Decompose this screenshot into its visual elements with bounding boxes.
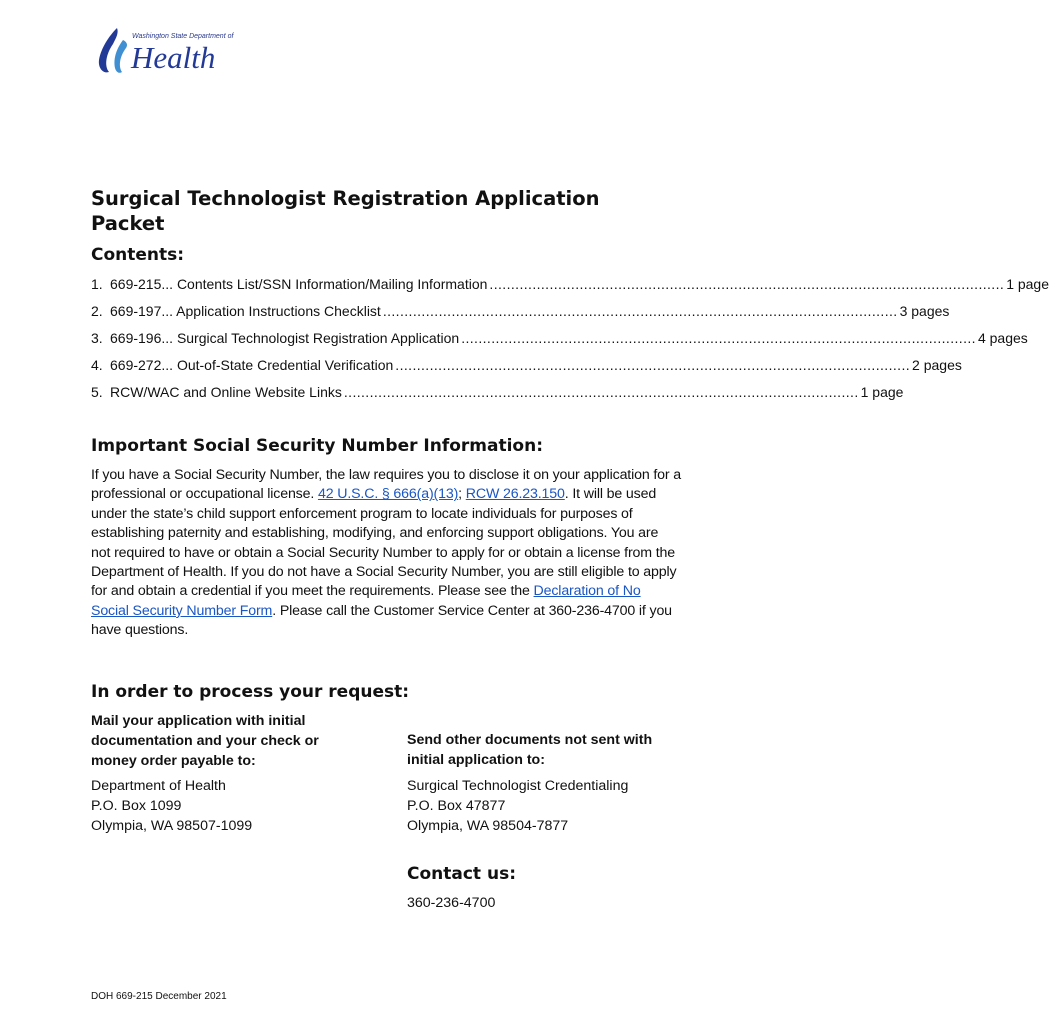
contents-item-text: 669-272... Out-of-State Credential Verification bbox=[110, 357, 394, 373]
ssn-paragraph bbox=[91, 466, 681, 641]
contents-heading: Contents: bbox=[91, 245, 185, 265]
contents-item-number: 4. bbox=[91, 357, 103, 373]
form-footer: DOH 669-215 December 2021 bbox=[91, 991, 227, 1002]
contents-item-number: 5. bbox=[91, 384, 103, 400]
address-line: P.O. Box 1099 bbox=[91, 798, 182, 814]
send-address bbox=[407, 776, 697, 836]
ssn-text: If you have a Social Security Number, the law requires you to disclose it on your application for a professional or occupational license. bbox=[91, 467, 682, 503]
leader-dots: ........................................................................................................................ bbox=[461, 330, 976, 346]
contents-item bbox=[91, 379, 904, 406]
ssn-text: . Please call the Customer Service Center at 360-236-4700 if you have questions. bbox=[91, 602, 672, 639]
contents-item bbox=[91, 352, 962, 379]
address-line: Olympia, WA 98507-1099 bbox=[91, 818, 253, 834]
page-title: Surgical Technologist Registration Application Packet bbox=[91, 187, 600, 235]
contents-item-pages: 1 page bbox=[860, 384, 904, 400]
process-heading: In order to process your request: bbox=[91, 682, 410, 702]
ssn-separator: ; bbox=[458, 486, 466, 503]
ssn-text: . It will be used under the state’s child support enforcement program to locate individuals for purposes of establishing paternity and establishing, modifying, and enforcing support obligations. You are not required to have or obtain a Social Security Number to apply for or obtain a license from the Department of Health. If you do not have a Social Security Number, you are still eligible to apply for and obtain a credential if you meet the requirements. Please see the bbox=[91, 486, 677, 600]
logo-health-text: Health bbox=[131, 40, 216, 75]
declaration-form-link[interactable]: Declaration of No Social Security Number Form bbox=[91, 583, 641, 619]
leader-dots: ........................................................................................................................ bbox=[343, 384, 859, 400]
contents-item-number: 2. bbox=[91, 303, 103, 319]
address-line: Surgical Technologist Credentialing bbox=[407, 778, 629, 794]
contents-item bbox=[91, 325, 1028, 352]
contents-item-text: 669-196... Surgical Technologist Registration Application bbox=[110, 330, 460, 346]
contact-phone: 360-236-4700 bbox=[407, 895, 496, 911]
health-swoosh-icon bbox=[95, 26, 131, 78]
address-line: Department of Health bbox=[91, 778, 226, 794]
logo-small-text: Washington State Department of bbox=[132, 33, 234, 40]
send-instruction: Send other documents not sent with initial application to: bbox=[407, 732, 653, 768]
ssn-heading: Important Social Security Number Information: bbox=[91, 436, 544, 456]
contents-item-text: 669-215... Contents List/SSN Information/Mailing Information bbox=[110, 276, 488, 292]
contents-item-pages: 2 pages bbox=[912, 357, 962, 373]
leader-dots: ........................................................................................................................ bbox=[382, 303, 898, 319]
contents-item-number: 3. bbox=[91, 330, 103, 346]
contents-item-pages: 3 pages bbox=[899, 303, 950, 319]
leader-dots: ........................................................................................................................ bbox=[489, 276, 1005, 292]
contents-item-text: RCW/WAC and Online Website Links bbox=[110, 384, 342, 400]
contents-item-pages: 4 pages bbox=[977, 330, 1028, 346]
contact-heading: Contact us: bbox=[407, 864, 516, 884]
mail-instruction: Mail your application with initial documentation and your check or money order payable to: bbox=[91, 713, 319, 769]
contents-list bbox=[91, 271, 1049, 406]
contents-item bbox=[91, 271, 1049, 298]
leader-dots: ........................................................................................................................ bbox=[395, 357, 911, 373]
address-line: Olympia, WA 98504-7877 bbox=[407, 818, 569, 834]
address-line: P.O. Box 47877 bbox=[407, 798, 506, 814]
contents-item bbox=[91, 298, 950, 325]
mail-address bbox=[91, 776, 371, 836]
usc-link[interactable]: 42 U.S.C. § 666(a)(13) bbox=[317, 486, 459, 503]
rcw-link[interactable]: RCW 26.23.150 bbox=[465, 486, 565, 503]
contents-item-number: 1. bbox=[91, 276, 103, 292]
contents-item-pages: 1 page bbox=[1006, 276, 1049, 292]
contents-item-text: 669-197... Application Instructions Checklist bbox=[110, 303, 381, 319]
